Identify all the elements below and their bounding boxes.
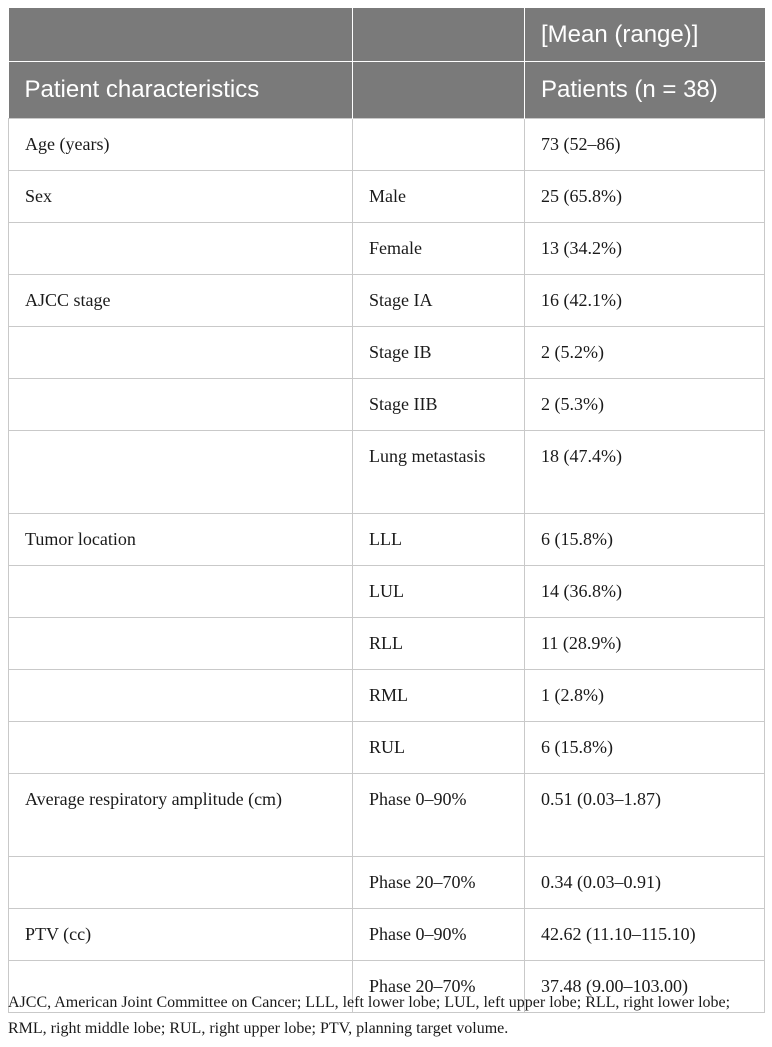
row-sublabel: Male	[353, 171, 525, 223]
header-cell-mean-range: [Mean (range)]	[525, 8, 765, 62]
row-label	[9, 223, 353, 275]
row-sublabel: RML	[353, 670, 525, 722]
row-sublabel: RUL	[353, 722, 525, 774]
row-sublabel: LUL	[353, 566, 525, 618]
row-sublabel: Stage IIB	[353, 379, 525, 431]
row-sublabel: Phase 20–70%	[353, 857, 525, 909]
row-label: AJCC stage	[9, 275, 353, 327]
header-row-1	[9, 8, 765, 62]
row-sublabel: Stage IA	[353, 275, 525, 327]
header-cell	[353, 8, 525, 62]
row-value: 73 (52–86)	[525, 119, 765, 171]
table-row	[9, 327, 765, 379]
header-row-2	[9, 62, 765, 119]
table-row	[9, 618, 765, 670]
row-label: Average respiratory amplitude (cm)	[9, 774, 353, 857]
table-header	[9, 8, 765, 119]
table-row	[9, 171, 765, 223]
table-row	[9, 774, 765, 857]
row-value: 16 (42.1%)	[525, 275, 765, 327]
row-label: Tumor location	[9, 514, 353, 566]
row-value: 18 (47.4%)	[525, 431, 765, 514]
row-sublabel: Phase 20–70%	[353, 961, 525, 1013]
row-label	[9, 618, 353, 670]
table-row	[9, 722, 765, 774]
row-label	[9, 722, 353, 774]
table-row	[9, 670, 765, 722]
row-value: 42.62 (11.10–115.10)	[525, 909, 765, 961]
table-row	[9, 857, 765, 909]
row-label	[9, 857, 353, 909]
row-value: 6 (15.8%)	[525, 722, 765, 774]
characteristics-table-container	[8, 8, 764, 1013]
row-value: 2 (5.2%)	[525, 327, 765, 379]
row-value: 2 (5.3%)	[525, 379, 765, 431]
row-label	[9, 327, 353, 379]
table-row	[9, 379, 765, 431]
row-value: 6 (15.8%)	[525, 514, 765, 566]
table-row	[9, 119, 765, 171]
row-sublabel: Lung metastasis	[353, 431, 525, 514]
row-sublabel: RLL	[353, 618, 525, 670]
row-value: 13 (34.2%)	[525, 223, 765, 275]
table-row	[9, 566, 765, 618]
row-sublabel: LLL	[353, 514, 525, 566]
row-sublabel: Stage IB	[353, 327, 525, 379]
table-row	[9, 223, 765, 275]
row-value: 37.48 (9.00–103.00)	[525, 961, 765, 1013]
row-sublabel: Phase 0–90%	[353, 909, 525, 961]
row-value: 0.51 (0.03–1.87)	[525, 774, 765, 857]
header-cell-patients-n: Patients (n = 38)	[525, 62, 765, 119]
row-value: 0.34 (0.03–0.91)	[525, 857, 765, 909]
header-cell	[353, 62, 525, 119]
row-sublabel	[353, 119, 525, 171]
row-sublabel: Female	[353, 223, 525, 275]
row-label: Sex	[9, 171, 353, 223]
table-body	[9, 119, 765, 1013]
row-value: 11 (28.9%)	[525, 618, 765, 670]
row-label	[9, 431, 353, 514]
table-footnote: AJCC, American Joint Committee on Cancer; LLL, left lower lobe; LUL, left upper lobe; RLL, right lower lobe; RML, right middle lobe; RUL, right upper lobe; PTV, planning target volume.	[8, 994, 731, 1037]
row-label: Age (years)	[9, 119, 353, 171]
table-row	[9, 431, 765, 514]
row-value: 1 (2.8%)	[525, 670, 765, 722]
header-cell-patient-characteristics: Patient characteristics	[9, 62, 353, 119]
row-label	[9, 379, 353, 431]
table-row	[9, 909, 765, 961]
table-row	[9, 275, 765, 327]
header-cell	[9, 8, 353, 62]
row-value: 25 (65.8%)	[525, 171, 765, 223]
table-row	[9, 514, 765, 566]
row-label	[9, 670, 353, 722]
row-sublabel: Phase 0–90%	[353, 774, 525, 857]
row-value: 14 (36.8%)	[525, 566, 765, 618]
row-label: PTV (cc)	[9, 909, 353, 961]
row-label	[9, 566, 353, 618]
patient-characteristics-table	[8, 8, 765, 1013]
